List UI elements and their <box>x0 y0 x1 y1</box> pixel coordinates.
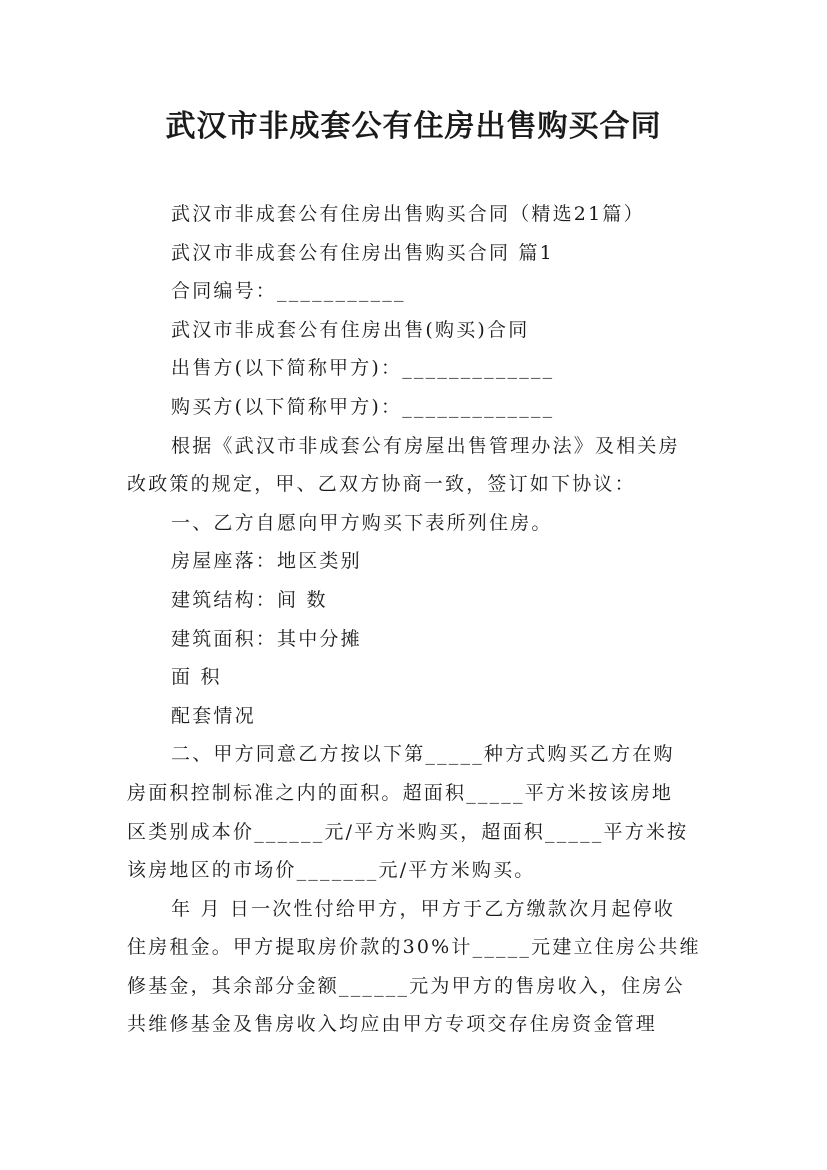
paragraph-line: 修基金，其余部分金额______元为甲方的售房收入，住房公 <box>127 974 685 997</box>
paragraph-line: 合同编号：___________ <box>171 280 406 303</box>
paragraph-line: 购买方(以下简称甲方)：_____________ <box>171 395 555 418</box>
paragraph-line: 共维修基金及售房收入均应由甲方专项交存住房资金管理 <box>127 1013 658 1036</box>
paragraph-line: 房面积控制标准之内的面积。超面积_____平方米按该房地 <box>127 781 674 804</box>
paragraph-line: 年 月 日一次性付给甲方，甲方于乙方缴款次月起停收 <box>171 897 676 920</box>
paragraph-line: 配套情况 <box>171 704 256 727</box>
paragraph-line: 武汉市非成套公有住房出售购买合同（精选21篇） <box>171 203 645 225</box>
paragraph-line: 建筑面积：其中分摊 <box>171 627 362 650</box>
document-title: 武汉市非成套公有住房出售购买合同 <box>165 109 662 144</box>
paragraph-line: 建筑结构：间 数 <box>171 588 328 611</box>
paragraph-line: 改政策的规定，甲、乙双方协商一致，签订如下协议： <box>127 473 636 496</box>
paragraph-line: 面 积 <box>171 666 222 689</box>
paragraph-line: 该房地区的市场价_______元/平方米购买。 <box>127 859 536 882</box>
paragraph-line: 二、甲方同意乙方按以下第_____种方式购买乙方在购 <box>171 743 675 766</box>
paragraph-line: 武汉市非成套公有住房出售购买合同 篇1 <box>171 241 554 264</box>
document-body <box>127 195 705 1044</box>
paragraph-line: 根据《武汉市非成套公有房屋出售管理办法》及相关房 <box>171 434 680 457</box>
paragraph-line: 区类别成本价______元/平方米购买，超面积_____平方米按 <box>127 820 689 843</box>
paragraph-line: 住房租金。甲方提取房价款的30%计_____元建立住房公共维 <box>127 936 701 959</box>
paragraph-line: 房屋座落：地区类别 <box>171 550 362 573</box>
paragraph-line: 出售方(以下简称甲方)：_____________ <box>171 357 555 380</box>
paragraph-line: 武汉市非成套公有住房出售(购买)合同 <box>171 318 530 341</box>
paragraph-line: 一、乙方自愿向甲方购买下表所列住房。 <box>171 511 553 534</box>
